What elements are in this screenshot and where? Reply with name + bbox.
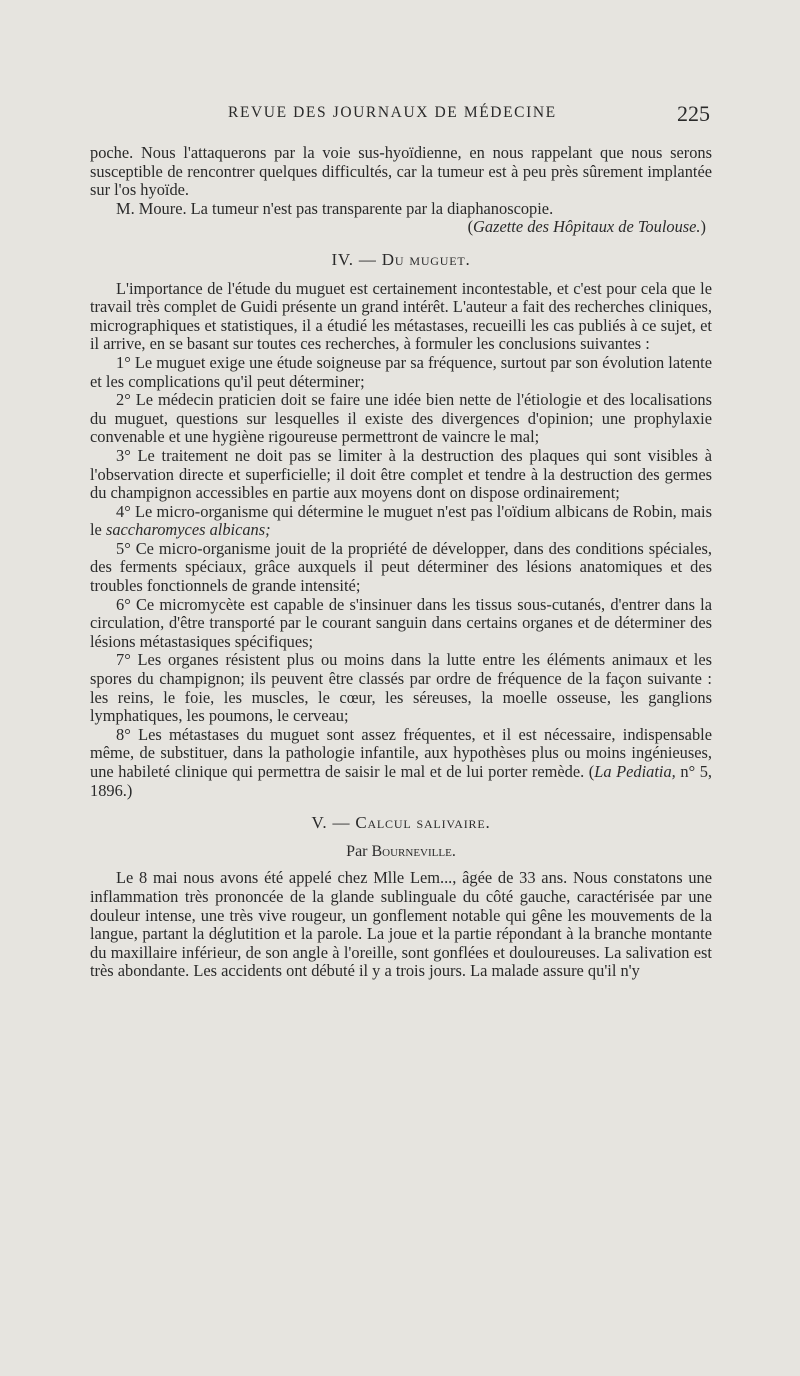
- paragraph-moure: M. Moure. La tumeur n'est pas transparente par la diaphanoscopie.: [116, 198, 554, 218]
- section-number: IV. —: [331, 249, 377, 269]
- paragraph-iv-intro: L'importance de l'étude du muguet est certainement incontestable, et c'est pour cela que le travail très complet de Guidi présente un grand intérêt. L'auteur a fait des recherches cliniques, micrographiques et statistiques, il a étudié les métastases, recueilli les cas publiés à ce sujet, et il arrive, en se basant sur toutes ces recherches, à formuler les conclusions suivantes :: [90, 278, 712, 354]
- conclusion-4-text: 4° Le micro-organisme qui détermine le muguet n'est pas l'oïdium albicans de Robin, mais le: [90, 501, 712, 540]
- source-citation: (Gazette des Hôpitaux de Toulouse.): [467, 217, 706, 237]
- conclusion-7: 7° Les organes résistent plus ou moins dans la lutte entre les éléments animaux et les spores du champignon; ils peuvent être classés par ordre de fréquence de la façon suivante : les reins, le foie, les muscles, le cœur, les séreuses, la moelle osseuse, les ganglions lymphatiques, les poumons, le cerveau;: [90, 650, 712, 726]
- section-heading-iv: [90, 251, 712, 270]
- page-number: 225: [677, 101, 710, 126]
- conclusion-1: 1° Le muguet exige une étude soigneuse par sa fréquence, surtout par son évolution latente et les complications qu'il peut déterminer;: [90, 352, 712, 391]
- running-header: [118, 101, 710, 128]
- conclusion-6: 6° Ce micromycète est capable de s'insinuer dans les tissus sous-cutanés, d'entrer dans la circulation, d'être transporté par le courant sanguin dans certains organes et de déterminer des lésions métastasiques spécifiques;: [90, 594, 712, 651]
- source-journal-2: La Pediatia,: [594, 762, 676, 781]
- conclusion-8: 8° Les métastases du muguet sont assez fréquentes, et il est nécessaire, indispensable même, de substituer, dans la pathologie infantile, aux hypothèses plus ou moins ingénieuses, une habileté clinique qui permettra de saisir le mal et de lui porter remède. (La Pediatia, n° 5, 1896.): [90, 724, 713, 800]
- page-body: [90, 144, 712, 981]
- section-number: V. —: [311, 813, 351, 833]
- author-name: Bourneville.: [371, 842, 456, 860]
- conclusion-4: [90, 503, 712, 540]
- conclusion-2: 2° Le médecin praticien doit se faire une idée bien nette de l'étiologie et des localisations du muguet, questions sur lesquelles il existe des divergences d'opinion; une prophylaxie convenable et une hygiène rigoureuse permettront de vaincre le mal;: [90, 390, 712, 447]
- paragraph-v: Le 8 mai nous avons été appelé chez Mlle Lem..., âgée de 33 ans. Nous constatons une inflammation très prononcée de la glande sublinguale du côté gauche, caractérisée par une douleur intense, une très vive rougeur, un gonflement notable qui gêne les mouvements de la langue, partant la déglutition et la parole. La joue et la partie répondant à la branche montante du maxillaire inférieur, de son angle à l'oreille, sont gonflées et douloureuses. La salivation est très abondante. Les accidents ont débuté il y a trois jours. La malade assure qu'il n'y: [90, 868, 712, 981]
- paragraph-intro: poche. Nous l'attaquerons par la voie sus-hyoïdienne, en nous rappelant que nous serons susceptible de rencontrer quelques difficultés, car la tumeur est à peu près sûrement implantée sur l'os hyoïde.: [90, 143, 712, 200]
- conclusion-4-italic: saccharomyces albicans;: [105, 520, 271, 540]
- source-journal: Gazette des Hôpitaux de Toulouse.: [473, 217, 701, 237]
- conclusion-5: 5° Ce micro-organisme jouit de la propriété de développer, dans des conditions spéciales, des ferments spéciaux, grâce auxquels il peut déterminer des lésions anatomiques et des troubles fonctionnels de grande intensité;: [90, 538, 712, 596]
- section-title: Du muguet.: [381, 249, 471, 269]
- running-title: REVUE DES JOURNAUX DE MÉDECINE: [228, 104, 557, 121]
- author-prefix: Par: [346, 842, 368, 860]
- section-title: Calcul salivaire.: [355, 813, 491, 833]
- section-author: [90, 843, 712, 862]
- conclusion-8-text: 8° Les métastases du muguet sont assez fréquentes, et il est nécessaire, indispensable même, de substituer, dans la pathologie infantile, aux hypothèses plus ou moins ingénieuses, une habileté clinique qui permettra de saisir le mal et de lui porter remède.: [90, 724, 712, 781]
- source-ref-2: n° 5, 1896.): [90, 762, 713, 800]
- conclusion-3: 3° Le traitement ne doit pas se limiter à la destruction des plaques qui sont visibles à l'observation directe et superficielle; il doit être complet et tendre à la destruction des germes du champignon accessibles en partie aux moyens dont on dispose ordinairement;: [90, 445, 712, 503]
- section-heading-v: [90, 814, 712, 833]
